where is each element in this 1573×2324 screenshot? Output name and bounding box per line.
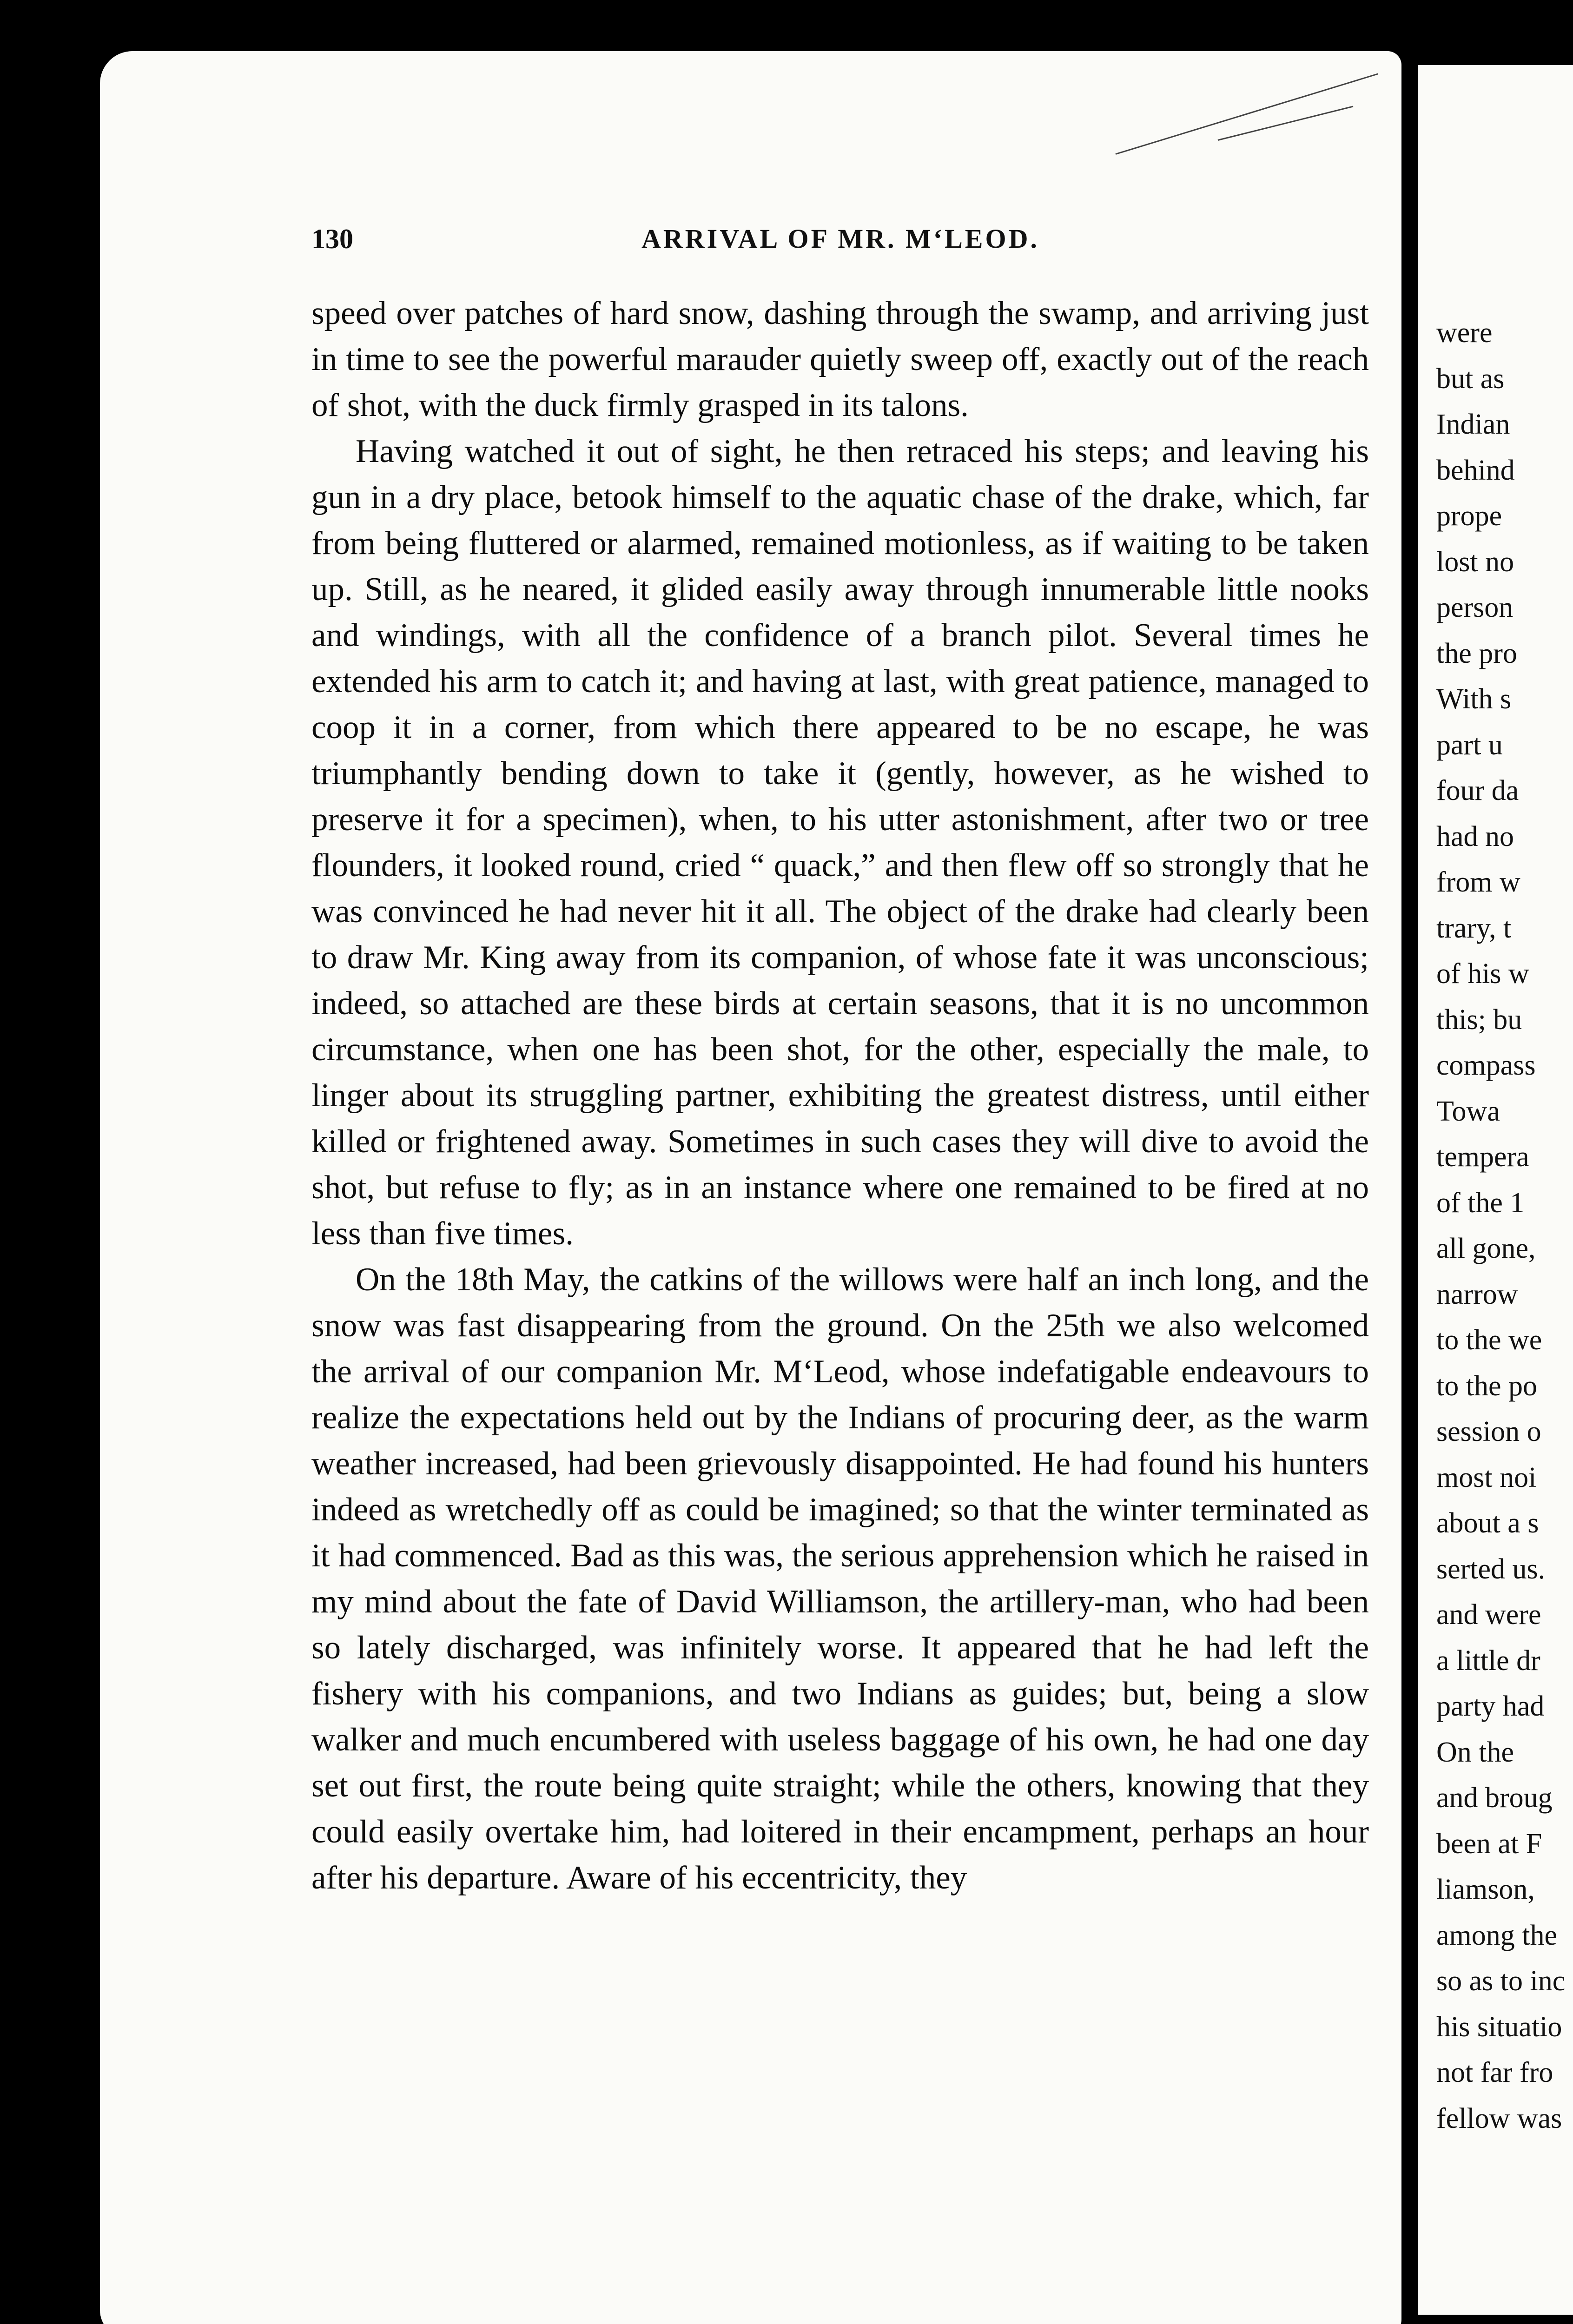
adjacent-page-line: about a s [1436,1507,1539,1539]
adjacent-page-line: With s [1436,683,1512,715]
adjacent-page-line: four da [1436,775,1519,806]
adjacent-page-line: session o [1436,1416,1541,1447]
paragraph: speed over patches of hard snow, dashing through the swamp, and arriving just in time to see the powerful marauder quietly sweep off, exactly out of the reach of shot, with the duck firmly grasped in its talons. [311,295,1369,423]
running-head: ARRIVAL OF MR. M‘LEOD. [641,224,1039,254]
adjacent-page-line: among the [1436,1919,1557,1951]
adjacent-page-line: a little dr [1436,1644,1540,1677]
adjacent-page-line: but as [1436,363,1505,395]
adjacent-page-line: so as to inc [1436,1965,1566,1997]
adjacent-page-line: tempera [1436,1141,1529,1173]
paragraph: On the 18th May, the catkins of the willows were half an inch long, and the snow was fast disappearing from the ground. On the 25th we also welcomed the arrival of our companion Mr. M‘Leod, whose indefatigable endeavours to realize the expectations held out by the Indians of procuring deer, as the warm weather increased, had been grievously disappointed. He had found his hunters indeed as wretchedly off as could be imagined; so that the winter terminated as it had commenced. Bad as this was, the serious apprehension which he raised in my mind about the fate of David Williamson, the artillery-man, who had been so lately discharged, was infinitely worse. It appeared that he had left the fishery with his companions, and two Indians as guides; but, being a slow walker and much encumbered with useless baggage of his own, he had one day set out first, the route being quite straight; while the others, knowing that they could easily overtake him, had loitered in their encampment, perhaps an hour after his departure. Aware of his eccentricity, they [311,1261,1369,1896]
adjacent-page-line: serted us. [1436,1553,1546,1585]
adjacent-page-line: party had [1436,1690,1545,1722]
adjacent-page-line: prope [1436,500,1502,532]
adjacent-page-line: lost no [1436,546,1514,578]
adjacent-page-line: not far fro [1436,2057,1553,2088]
adjacent-page-line: behind [1436,454,1515,486]
adjacent-page-line: to the we [1436,1324,1542,1356]
body-text [311,290,1369,1901]
adjacent-page-line: from w [1436,866,1520,898]
adjacent-page-line: and were [1436,1599,1541,1631]
adjacent-page-line: compass [1436,1050,1536,1081]
adjacent-page-line: On the [1436,1736,1514,1768]
adjacent-page-line: liamson, [1436,1874,1535,1905]
adjacent-page-line: Indian [1436,409,1510,440]
page-header [311,223,1371,260]
adjacent-page-line: part u [1436,729,1503,761]
adjacent-page-line: the pro [1436,637,1517,669]
adjacent-page-line: of the 1 [1436,1187,1525,1219]
adjacent-page-line: trary, t [1436,912,1512,944]
adjacent-page-line: were [1436,317,1493,349]
adjacent-page-line: narrow [1436,1278,1518,1310]
page-number: 130 [311,224,353,254]
adjacent-page-line: all gone, [1436,1233,1536,1264]
adjacent-page-line: fellow was [1436,2102,1562,2134]
adjacent-page-line: and broug [1436,1782,1553,1814]
adjacent-page-line: Towa [1436,1095,1500,1127]
adjacent-page-line: most noi [1436,1461,1537,1493]
adjacent-page-line: been at F [1436,1828,1542,1860]
adjacent-page-line: to the po [1436,1370,1537,1402]
adjacent-page-line: his situatio [1436,2011,1562,2043]
adjacent-page-line: of his w [1436,958,1529,990]
adjacent-page-line: this; bu [1436,1004,1522,1036]
adjacent-page-line: person [1436,592,1514,623]
paragraph: Having watched it out of sight, he then retraced his steps; and leaving his gun in a dry place, betook himself to the aquatic chase of the drake, which, far from being fluttered or alarmed, remained motionless, as if waiting to be taken up. Still, as he neared, it glided easily away through innumerable little nooks and windings, with all the confidence of a branch pilot. Several times he extended his arm to catch it; and having at last, with great patience, managed to coop it in a corner, from which there appeared to be no escape, he was triumphantly bending down to take it (gently, however, as he wished to preserve it for a specimen), when, to his utter astonishment, after two or tree flounders, it looked round, cried “ quack,” and then flew off so strongly that he was convinced he had never hit it all. The object of the drake had clearly been to draw Mr. King away from its companion, of whose fate it was unconscious; indeed, so attached are these birds at certain seasons, that it is no uncommon circumstance, when one has been shot, for the other, especially the male, to linger about its struggling partner, exhibiting the greatest distress, until either killed or frightened away. Sometimes in such cases they will dive to avoid the shot, but refuse to fly; as in an instance where one remained to be fired at no less than five times. [311,433,1369,1252]
adjacent-page [1418,65,1573,2315]
adjacent-page-line: had no [1436,820,1514,852]
